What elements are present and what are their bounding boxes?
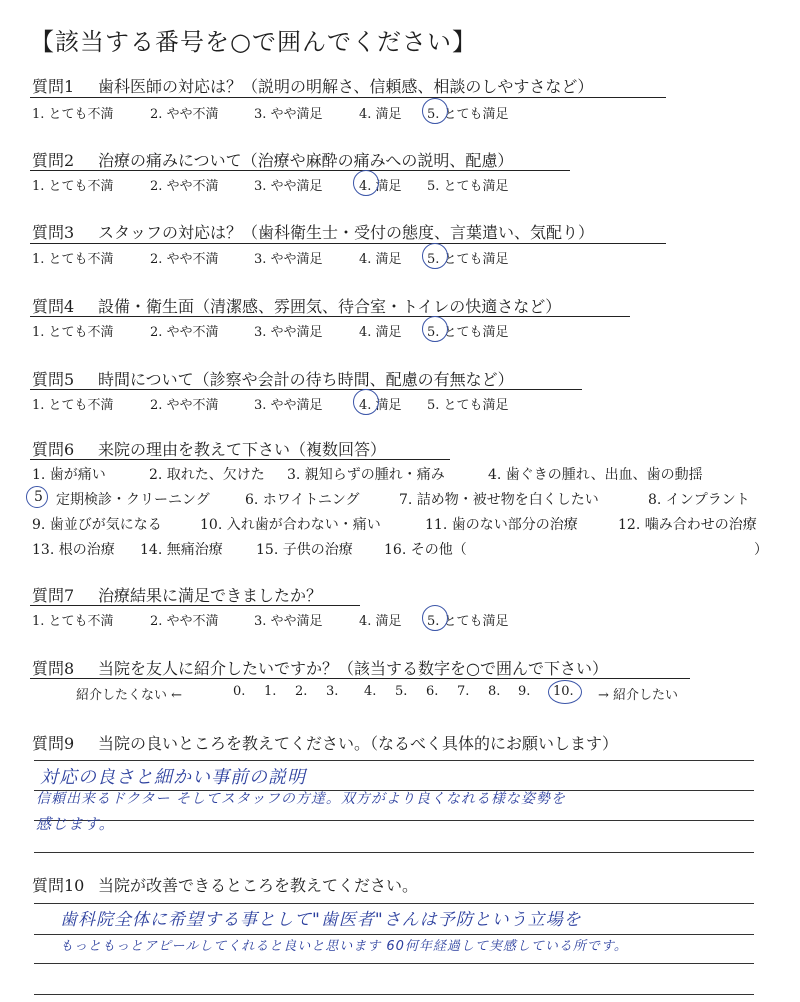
question-3: [32, 220, 594, 243]
selection-circle: [422, 243, 448, 269]
option-4[interactable]: 4. 満足: [359, 252, 402, 267]
option-4[interactable]: 4. 満足: [359, 179, 402, 194]
option-1[interactable]: 1. とても不満: [32, 107, 114, 122]
scale-value[interactable]: 3.: [326, 684, 339, 699]
reason-option[interactable]: 10. 入れ歯が合わない・痛い: [200, 517, 381, 533]
option-2[interactable]: 2. やや不満: [150, 614, 219, 629]
scale-value[interactable]: 10.: [553, 684, 574, 699]
option-3[interactable]: 3. やや満足: [254, 614, 323, 629]
option-3[interactable]: 3. やや満足: [254, 179, 323, 194]
question-number: 質問9: [32, 734, 75, 753]
scale-value[interactable]: 9.: [518, 684, 531, 699]
option-1[interactable]: 1. とても不満: [32, 325, 114, 340]
selection-circle: [548, 680, 582, 704]
scale-left-label: 紹介したくない ←: [76, 688, 183, 703]
writing-line: [34, 760, 754, 761]
question-number: 質問7: [32, 586, 75, 605]
question-text: 治療結果に満足できましたか？: [98, 586, 323, 605]
reason-option[interactable]: 6. ホワイトニング: [245, 492, 360, 508]
option-5[interactable]: 5. とても満足: [427, 179, 509, 194]
selection-circle: [422, 605, 448, 631]
reason-option[interactable]: 9. 歯並びが気になる: [32, 517, 162, 533]
scale-value[interactable]: 5.: [395, 684, 408, 699]
page-title: 【該当する番号を○で囲んでください】: [30, 28, 477, 56]
question-underline: [30, 316, 630, 317]
question-underline: [30, 243, 666, 244]
reason-option[interactable]: 8. インプラント: [648, 492, 750, 508]
reason-option[interactable]: 1. 歯が痛い: [32, 467, 106, 483]
option-3[interactable]: 3. やや満足: [254, 398, 323, 413]
scale-value[interactable]: 8.: [488, 684, 501, 699]
option-5[interactable]: 5. とても満足: [427, 252, 509, 267]
question-underline: [30, 678, 690, 679]
handwritten-answer-line: 信頼出来るドクター そしてスタッフの方達。双方がより良くなれる様な姿勢を: [36, 791, 566, 807]
scale-value[interactable]: 6.: [426, 684, 439, 699]
reason-option-close: ）: [754, 542, 768, 558]
scale-right-label: → 紹介したい: [598, 688, 679, 703]
question-5: [32, 367, 514, 390]
handwritten-answer-line: 感じます。: [36, 815, 115, 833]
selection-circle: [353, 170, 379, 196]
option-1[interactable]: 1. とても不満: [32, 398, 114, 413]
option-5[interactable]: 5. とても満足: [427, 398, 509, 413]
question-text: 時間について（診察や会計の待ち時間、配慮の有無など）: [98, 370, 514, 389]
option-3[interactable]: 3. やや満足: [254, 107, 323, 122]
scale-value[interactable]: 0.: [233, 684, 246, 699]
option-1[interactable]: 1. とても不満: [32, 252, 114, 267]
reason-option[interactable]: 2. 取れた、欠けた: [149, 467, 265, 483]
option-3[interactable]: 3. やや満足: [254, 252, 323, 267]
question-10: [32, 873, 418, 896]
selection-circle: [422, 316, 448, 342]
question-text: 当院の良いところを教えてください。（なるべく具体的にお願いします）: [98, 734, 619, 753]
question-text: 当院を友人に紹介したいですか？（該当する数字を○で囲んで下さい）: [98, 659, 608, 678]
option-2[interactable]: 2. やや不満: [150, 107, 219, 122]
option-4[interactable]: 4. 満足: [359, 325, 402, 340]
question-2: [32, 148, 513, 171]
option-4[interactable]: 4. 満足: [359, 398, 402, 413]
question-text: スタッフの対応は？（歯科衛生士・受付の態度、言葉遣い、気配り）: [98, 223, 595, 242]
question-underline: [30, 605, 360, 606]
option-2[interactable]: 2. やや不満: [150, 325, 219, 340]
option-4[interactable]: 4. 満足: [359, 614, 402, 629]
question-text: 治療の痛みについて（治療や麻酔の痛みへの説明、配慮）: [98, 151, 514, 170]
writing-line: [34, 852, 754, 853]
reason-option[interactable]: 14. 無痛治療: [140, 542, 223, 558]
option-1[interactable]: 1. とても不満: [32, 179, 114, 194]
question-text: 歯科医師の対応は？（説明の明解さ、信頼感、相談のしやすさなど）: [98, 77, 594, 96]
reason-option[interactable]: 定期検診・クリーニング: [56, 492, 210, 508]
question-underline: [30, 459, 450, 460]
option-1[interactable]: 1. とても不満: [32, 614, 114, 629]
reason-option[interactable]: 11. 歯のない部分の治療: [425, 517, 578, 533]
question-6: [32, 437, 386, 460]
scale-value[interactable]: 1.: [264, 684, 277, 699]
reason-option[interactable]: 4. 歯ぐきの腫れ、出血、歯の動揺: [488, 467, 703, 483]
question-number: 質問3: [32, 223, 75, 242]
option-5[interactable]: 5. とても満足: [427, 325, 509, 340]
question-number: 質問10: [32, 876, 85, 895]
question-number: 質問1: [32, 77, 75, 96]
writing-line: [34, 963, 754, 964]
reason-option[interactable]: 3. 親知らずの腫れ・痛み: [287, 467, 445, 483]
handwritten-answer-line: 歯科院全体に希望する事として"歯医者"さんは予防という立場を: [60, 910, 582, 930]
scale-value[interactable]: 7.: [457, 684, 470, 699]
question-number: 質問4: [32, 297, 75, 316]
question-number: 質問5: [32, 370, 75, 389]
question-8: [32, 656, 608, 679]
option-2[interactable]: 2. やや不満: [150, 179, 219, 194]
writing-line: [34, 903, 754, 904]
selection-circle: [353, 389, 379, 415]
question-text: 来院の理由を教えて下さい（複数回答）: [98, 440, 387, 459]
reason-option[interactable]: 12. 噛み合わせの治療: [618, 517, 757, 533]
question-1: [32, 74, 593, 97]
option-5[interactable]: 5. とても満足: [427, 107, 509, 122]
question-9: [32, 731, 618, 754]
handwritten-answer-line: 対応の良さと細かい事前の説明: [40, 767, 306, 788]
question-underline: [30, 170, 570, 171]
reason-option[interactable]: 15. 子供の治療: [256, 542, 353, 558]
reason-option[interactable]: 7. 詰め物・被せ物を白くしたい: [399, 492, 599, 508]
reason-option-other[interactable]: 16. その他（: [384, 542, 467, 558]
writing-line: [34, 820, 754, 821]
question-number: 質問2: [32, 151, 75, 170]
question-text: 当院が改善できるところを教えてください。: [98, 876, 419, 895]
question-underline: [30, 97, 666, 98]
scale-value[interactable]: 4.: [364, 684, 377, 699]
question-text: 設備・衛生面（清潔感、雰囲気、待合室・トイレの快適さなど）: [98, 297, 562, 316]
option-4[interactable]: 4. 満足: [359, 107, 402, 122]
selection-circle: [26, 486, 48, 508]
scale-value[interactable]: 2.: [295, 684, 308, 699]
reason-option-number[interactable]: 5: [34, 489, 43, 505]
writing-line: [34, 994, 754, 995]
question-number: 質問8: [32, 659, 75, 678]
reason-option[interactable]: 13. 根の治療: [32, 542, 115, 558]
question-underline: [30, 389, 582, 390]
question-4: [32, 294, 561, 317]
selection-circle: [422, 98, 448, 124]
option-2[interactable]: 2. やや不満: [150, 398, 219, 413]
option-3[interactable]: 3. やや満足: [254, 325, 323, 340]
question-7: [32, 583, 322, 606]
option-2[interactable]: 2. やや不満: [150, 252, 219, 267]
option-5[interactable]: 5. とても満足: [427, 614, 509, 629]
handwritten-answer-line: もっともっとアピールしてくれると良いと思います 60何年経過して実感している所です。: [60, 939, 628, 954]
question-number: 質問6: [32, 440, 75, 459]
